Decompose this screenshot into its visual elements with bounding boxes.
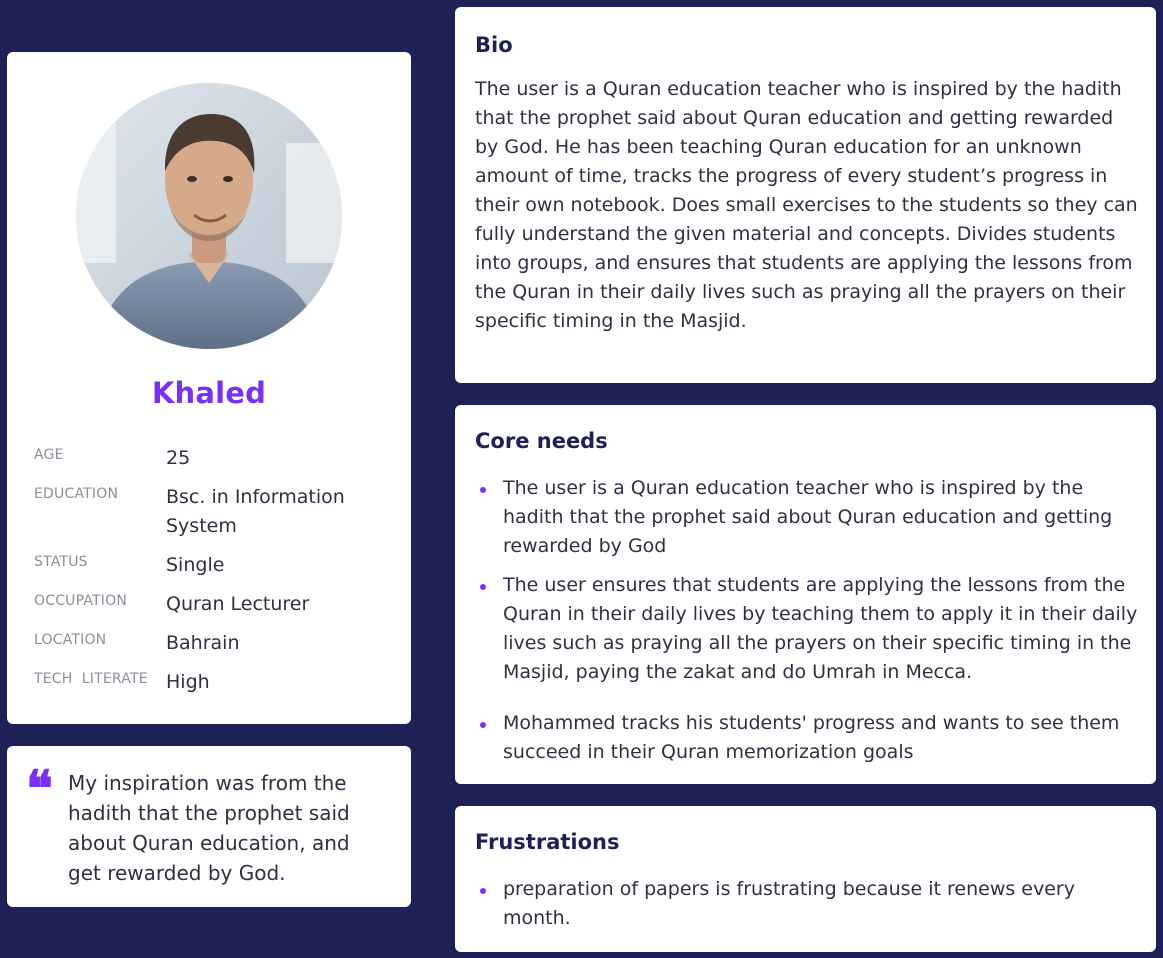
core-needs-title: Core needs xyxy=(475,429,608,453)
list-item xyxy=(475,709,1145,767)
list-item xyxy=(475,571,1145,687)
list-item-text: The user is a Quran education teacher who is inspired by the hadith that the prophet said about Quran education and getting rewarded by God xyxy=(503,477,1113,557)
frustrations-list xyxy=(475,875,1145,933)
list-item xyxy=(475,474,1145,561)
core-needs-list xyxy=(475,474,1145,767)
attribute-value: Single xyxy=(166,554,225,576)
bio-title: Bio xyxy=(475,33,513,57)
attribute-label: EDUCATION xyxy=(34,486,119,502)
attribute-label: OCCUPATION xyxy=(34,593,128,609)
attribute-value: High xyxy=(166,671,210,693)
attribute-value: 25 xyxy=(166,447,191,469)
quote-mark-icon: ❝ xyxy=(26,759,53,818)
persona-name: Khaled xyxy=(151,376,267,410)
frustrations-title: Frustrations xyxy=(475,830,620,854)
attribute-label: STATUS xyxy=(34,554,88,570)
quote-text: My inspiration was from the hadith that the prophet said about Quran education, and get rewarded by God. xyxy=(68,771,350,885)
attribute-label: LOCATION xyxy=(34,632,107,648)
attribute-label: AGE xyxy=(34,447,64,463)
list-item xyxy=(475,875,1145,933)
list-item-text: Mohammed tracks his students' progress and wants to see them succeed in their Quran memorization goals xyxy=(503,712,1120,763)
bio-card xyxy=(455,7,1156,383)
core-needs-card xyxy=(455,405,1156,784)
quote-card xyxy=(7,746,411,907)
list-item-text: The user ensures that students are applying the lessons from the Quran in their daily lives by teaching them to apply it in their daily lives such as praying all the prayers on their specific timing in the Masjid, paying the zakat and do Umrah in Mecca. xyxy=(503,574,1138,683)
avatar xyxy=(76,83,342,349)
frustrations-card xyxy=(455,806,1156,952)
bullet-icon xyxy=(480,487,486,493)
attribute-value: Bahrain xyxy=(166,632,240,654)
bullet-icon xyxy=(480,722,486,728)
attribute-label: TECH LITERATE xyxy=(34,671,148,687)
bullet-icon xyxy=(480,584,486,590)
bio-text: The user is a Quran education teacher who is inspired by the hadith that the prophet said about Quran education and getting rewarded by God. He has been teaching Quran education for an unknown amount of time, tracks the progress of every student’s progress in their own notebook. Does small exercises to the students so they can fully understand the given material and concepts. Divides students into groups, and ensures that students are applying the lessons from the Quran in their daily lives such as praying all the prayers on their specific timing in the Masjid. xyxy=(475,78,1138,332)
profile-card xyxy=(7,52,411,724)
attribute-value: Bsc. in Information System xyxy=(166,486,345,537)
bullet-icon xyxy=(480,888,486,894)
person-photo-icon xyxy=(76,83,342,349)
list-item-text: preparation of papers is frustrating because it renews every month. xyxy=(503,878,1075,929)
attribute-value: Quran Lecturer xyxy=(166,593,310,615)
